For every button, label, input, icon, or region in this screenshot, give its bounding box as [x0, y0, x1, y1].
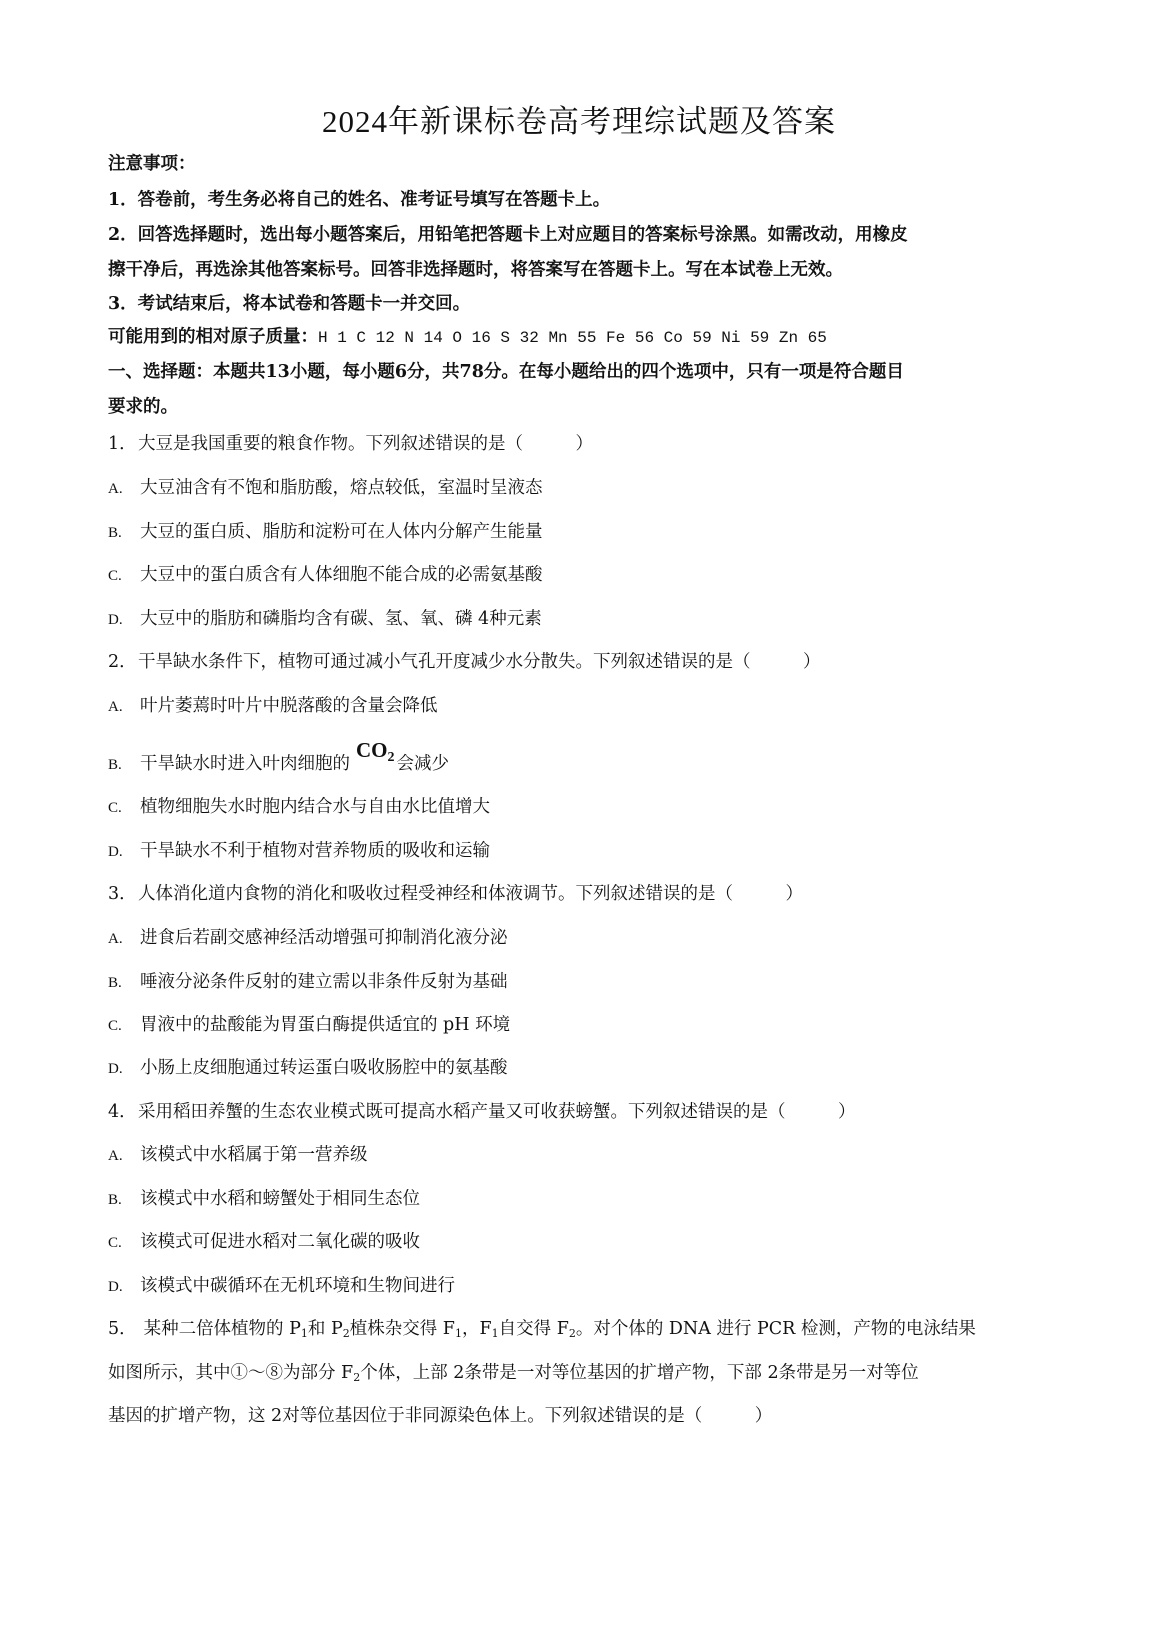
question-5-stem-cont-1: 如图所示，其中①～⑧为部分 $F_2$个体，上部 2条带是一对等位基因的扩增产物，下部 2条带是另一对等位	[108, 1363, 919, 1384]
page-title: 2024年新课标卷高考理综试题及答案	[322, 104, 836, 139]
question-4-option-d: D. 该模式中碳循环在无机环境和生物间进行	[108, 1276, 455, 1296]
section-1-heading-cont: 要求的。	[108, 397, 178, 417]
question-5-stem: 5． 某种二倍体植物的 $P_1$和 $P_2$植株杂交得 $F_1$，$F_1$自交得 $F_2$。对个体的 DNA 进行 PCR 检测，产物的电泳结果	[108, 1319, 976, 1340]
atomic-mass-line	[108, 323, 827, 348]
question-2-option-a: A. 叶片萎蔫时叶片中脱落酸的含量会降低	[108, 696, 438, 716]
question-2-stem: 2．干旱缺水条件下，植物可通过减小气孔开度减少水分散失。下列叙述错误的是（ ）	[108, 652, 821, 672]
question-2-option-b: B. 干旱缺水时进入叶肉细胞的$CO_2$ 会减少	[108, 738, 449, 774]
question-1-option-a: A. 大豆油含有不饱和脂肪酸，熔点较低，室温时呈液态	[108, 478, 543, 498]
question-3-stem: 3．人体消化道内食物的消化和吸收过程受神经和体液调节。下列叙述错误的是（ ）	[108, 884, 803, 904]
question-2-option-c: C. 植物细胞失水时胞内结合水与自由水比值增大	[108, 797, 490, 817]
notice-item-2: 2．回答选择题时，选出每小题答案后，用铅笔把答题卡上对应题目的答案标号涂黑。如需改动，用橡皮	[108, 225, 908, 245]
atomic-mass-label: 可能用到的相对原子质量：	[108, 327, 318, 347]
question-4-stem: 4．采用稻田养蟹的生态农业模式既可提高水稻产量又可收获螃蟹。下列叙述错误的是（ ）	[108, 1102, 856, 1122]
question-3-option-b: B. 唾液分泌条件反射的建立需以非条件反射为基础	[108, 972, 508, 992]
question-1-option-c: C. 大豆中的蛋白质含有人体细胞不能合成的必需氨基酸	[108, 565, 543, 585]
question-1-stem: 1．大豆是我国重要的粮食作物。下列叙述错误的是（ ）	[108, 434, 593, 454]
question-3-option-a: A. 进食后若副交感神经活动增强可抑制消化液分泌	[108, 928, 508, 948]
notice-item-1: 1．答卷前，考生务必将自己的姓名、准考证号填写在答题卡上。	[108, 190, 611, 210]
notice-item-2-cont: 擦干净后，再选涂其他答案标号。回答非选择题时，将答案写在答题卡上。写在本试卷上无效。	[108, 260, 843, 280]
section-1-heading: 一、选择题：本题共13小题，每小题6分，共78分。在每小题给出的四个选项中，只有一项是符合题目	[108, 362, 904, 382]
question-4-option-c: C. 该模式可促进水稻对二氧化碳的吸收	[108, 1232, 420, 1252]
question-1-option-d: D. 大豆中的脂肪和磷脂均含有碳、氢、氧、磷 4种元素	[108, 609, 542, 629]
atomic-mass-values: H 1 C 12 N 14 O 16 S 32 Mn 55 Fe 56 Co 59 Ni 59 Zn 65	[318, 329, 827, 347]
question-5-stem-cont-2: 基因的扩增产物，这 2对等位基因位于非同源染色体上。下列叙述错误的是（ ）	[108, 1406, 773, 1426]
question-4-option-a: A. 该模式中水稻属于第一营养级	[108, 1145, 368, 1165]
question-3-option-d: D. 小肠上皮细胞通过转运蛋白吸收肠腔中的氨基酸	[108, 1058, 508, 1078]
question-1-option-b: B. 大豆的蛋白质、脂肪和淀粉可在人体内分解产生能量	[108, 522, 543, 542]
question-2-option-d: D. 干旱缺水不利于植物对营养物质的吸收和运输	[108, 841, 490, 861]
co2-formula: $CO_2$	[356, 738, 395, 765]
notice-item-3: 3．考试结束后，将本试卷和答题卡一并交回。	[108, 294, 471, 314]
question-3-option-c: C. 胃液中的盐酸能为胃蛋白酶提供适宜的 pH 环境	[108, 1015, 511, 1035]
question-4-option-b: B. 该模式中水稻和螃蟹处于相同生态位	[108, 1189, 420, 1209]
notice-heading: 注意事项：	[108, 154, 196, 174]
